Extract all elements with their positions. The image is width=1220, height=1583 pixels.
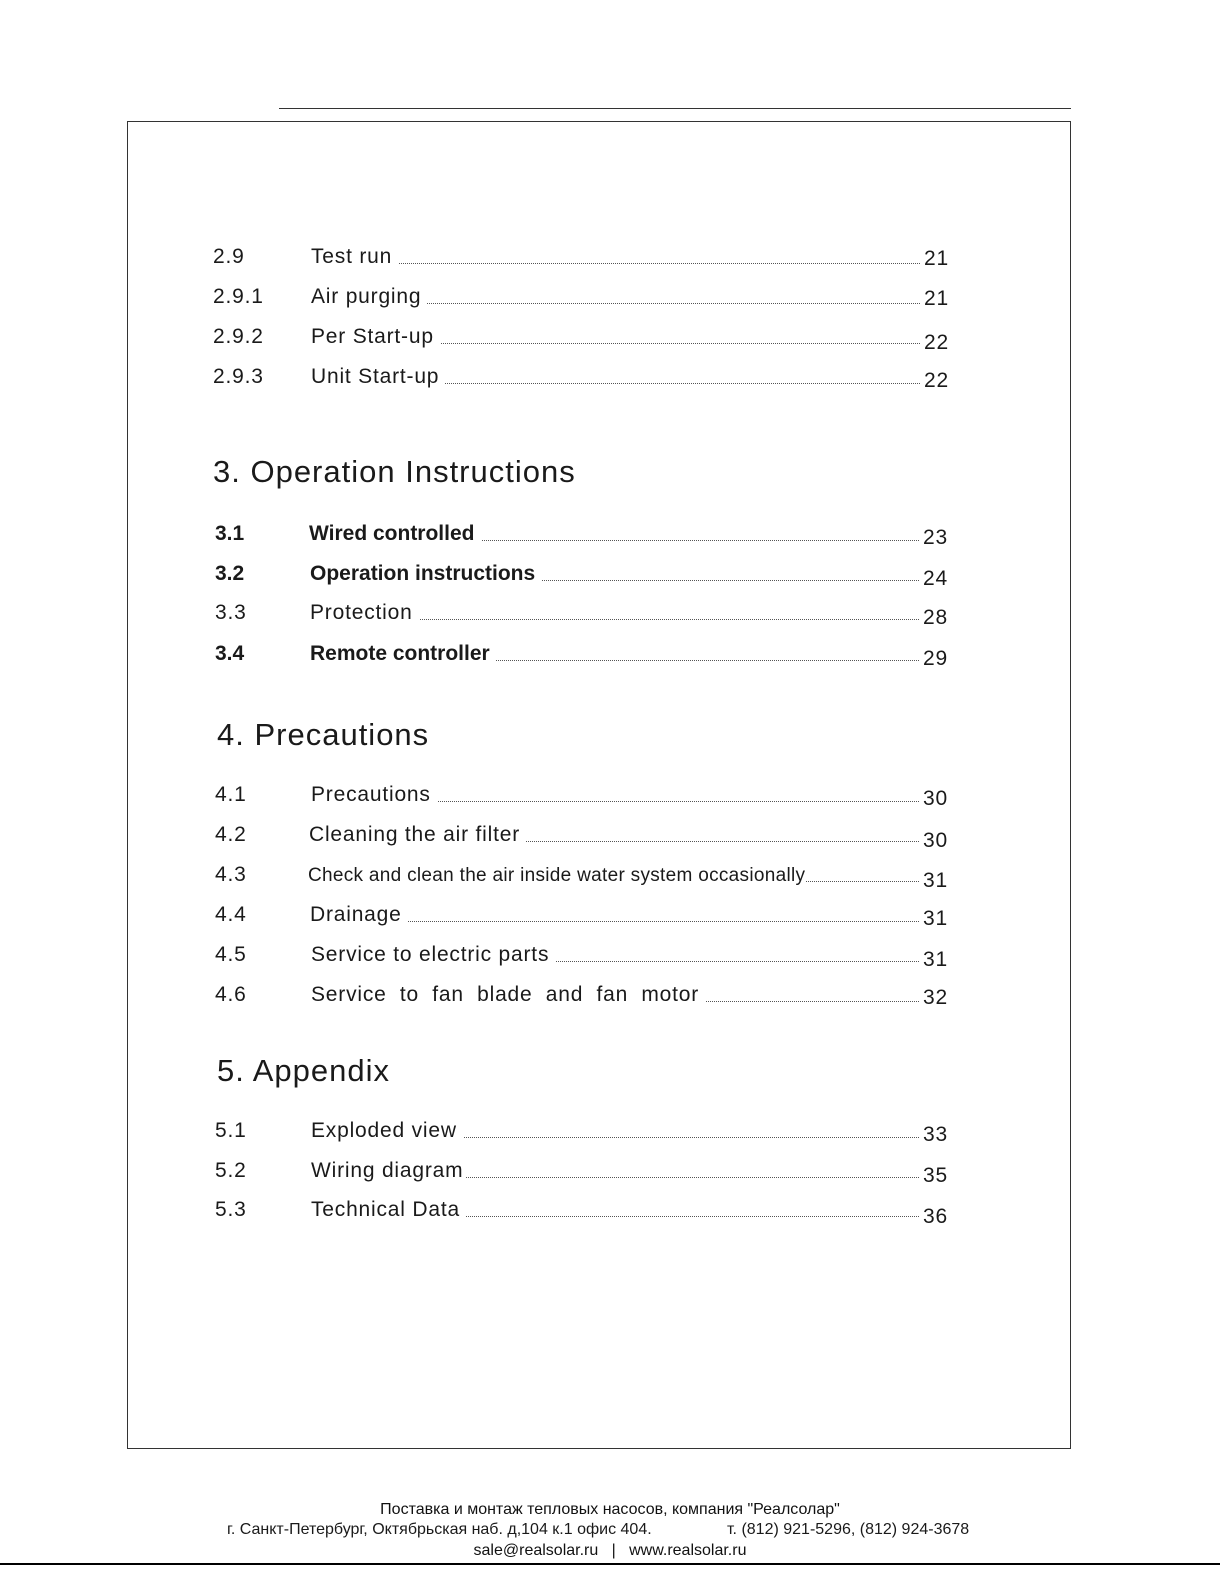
toc-entry-page: 35 [923, 1164, 948, 1187]
toc-entry-4-1[interactable] [215, 783, 957, 813]
footer-address: г. Санкт-Петербург, Октябрьская наб. д,104 к.1 офис 404. [227, 1521, 652, 1538]
toc-entry-title: Service to electric parts [311, 943, 555, 967]
toc-entry-title: Test run [311, 245, 398, 269]
toc-entry-page: 29 [923, 647, 948, 670]
section-heading-4: 4. Precautions [217, 717, 430, 752]
toc-entry-4-5[interactable] [215, 943, 957, 973]
toc-entry-page: 33 [923, 1123, 948, 1146]
toc-entry-title: Air purging [311, 285, 427, 309]
toc-entry-title: Per Start-up [311, 325, 440, 349]
toc-entry-title: Check and clean the air inside water system occasionally [308, 865, 806, 886]
toc-entry-page: 32 [923, 986, 948, 1009]
section-heading-5: 5. Appendix [217, 1053, 391, 1088]
toc-entry-page: 30 [923, 787, 948, 810]
toc-entry-title: Exploded view [311, 1119, 463, 1143]
toc-entry-title: Technical Data [311, 1198, 466, 1222]
toc-entry-5-1[interactable] [215, 1119, 957, 1149]
toc-entry-page: 36 [923, 1205, 948, 1228]
toc-entry-number: 3.1 [215, 522, 245, 545]
toc-entry-number: 5.3 [215, 1198, 247, 1221]
toc-entry-page: 23 [923, 526, 948, 549]
toc-entry-title: Operation instructions [310, 562, 541, 586]
toc-entry-number: 3.4 [215, 642, 245, 665]
toc-entry-number: 4.2 [215, 823, 247, 846]
toc-entry-number: 4.1 [215, 783, 247, 806]
toc-entry-title: Wiring diagram [311, 1159, 464, 1182]
footer-web-line[interactable]: sale@realsolar.ru | www.realsolar.ru [473, 1542, 747, 1559]
toc-entry-3-3[interactable] [215, 601, 957, 631]
toc-entry-number: 2.9.1 [213, 285, 264, 308]
toc-entry-2-9-2[interactable] [213, 325, 958, 355]
toc-entry-title: Remote controller [310, 642, 496, 666]
toc-entry-page: 24 [923, 567, 948, 590]
toc-entry-page: 28 [923, 606, 948, 629]
toc-entry-number: 4.6 [215, 983, 247, 1006]
toc-entry-title: Wired controlled [309, 522, 481, 546]
toc-entry-number: 4.4 [215, 903, 247, 926]
toc-entry-page: 21 [924, 247, 949, 270]
toc-entry-title: Protection [310, 601, 419, 625]
dot-leader [311, 263, 920, 264]
toc-entry-page: 30 [923, 829, 948, 852]
toc-entry-4-2[interactable] [215, 823, 957, 853]
toc-entry-number: 5.1 [215, 1119, 247, 1142]
toc-entry-number: 3.3 [215, 601, 247, 624]
section-heading-3: 3. Operation Instructions [213, 454, 576, 489]
toc-entry-page: 31 [923, 869, 948, 892]
toc-entry-number: 4.5 [215, 943, 247, 966]
toc-entry-2-9-1[interactable] [213, 285, 958, 315]
toc-entry-title: Precautions [311, 783, 437, 807]
toc-entry-page: 31 [923, 948, 948, 971]
toc-entry-title: Unit Start-up [311, 365, 445, 389]
footer-phones: т. (812) 921-5296, (812) 924-3678 [727, 1521, 970, 1538]
toc-entry-3-4[interactable] [215, 642, 957, 672]
toc-entry-3-2[interactable] [215, 562, 957, 592]
toc-entry-title: Drainage [310, 903, 408, 927]
toc-entry-4-6[interactable] [215, 983, 957, 1013]
toc-entry-4-4[interactable] [215, 903, 957, 933]
toc-entry-4-3[interactable] [215, 863, 957, 893]
toc-entry-number: 5.2 [215, 1159, 247, 1182]
footer-company-line: Поставка и монтаж тепловых насосов, компания "Реалсолар" [380, 1501, 840, 1518]
toc-entry-3-1[interactable] [215, 522, 957, 552]
toc-entry-2-9[interactable] [213, 245, 958, 275]
toc-entry-title: Service to fan blade and fan motor [311, 983, 705, 1007]
toc-entry-number: 3.2 [215, 562, 245, 585]
toc-entry-5-3[interactable] [215, 1198, 957, 1228]
toc-entry-page: 22 [924, 369, 949, 392]
toc-entry-2-9-3[interactable] [213, 365, 958, 395]
header-rule [279, 108, 1071, 109]
toc-entry-page: 22 [924, 331, 949, 354]
toc-entry-page: 21 [924, 287, 949, 310]
toc-entry-number: 2.9.2 [213, 325, 264, 348]
toc-entry-page: 31 [923, 907, 948, 930]
toc-entry-title: Cleaning the air filter [309, 823, 526, 847]
toc-entry-number: 2.9.3 [213, 365, 264, 388]
toc-entry-number: 2.9 [213, 245, 245, 268]
toc-entry-5-2[interactable] [215, 1159, 957, 1189]
bottom-edge-rule [0, 1563, 1220, 1565]
toc-entry-number: 4.3 [215, 863, 247, 886]
